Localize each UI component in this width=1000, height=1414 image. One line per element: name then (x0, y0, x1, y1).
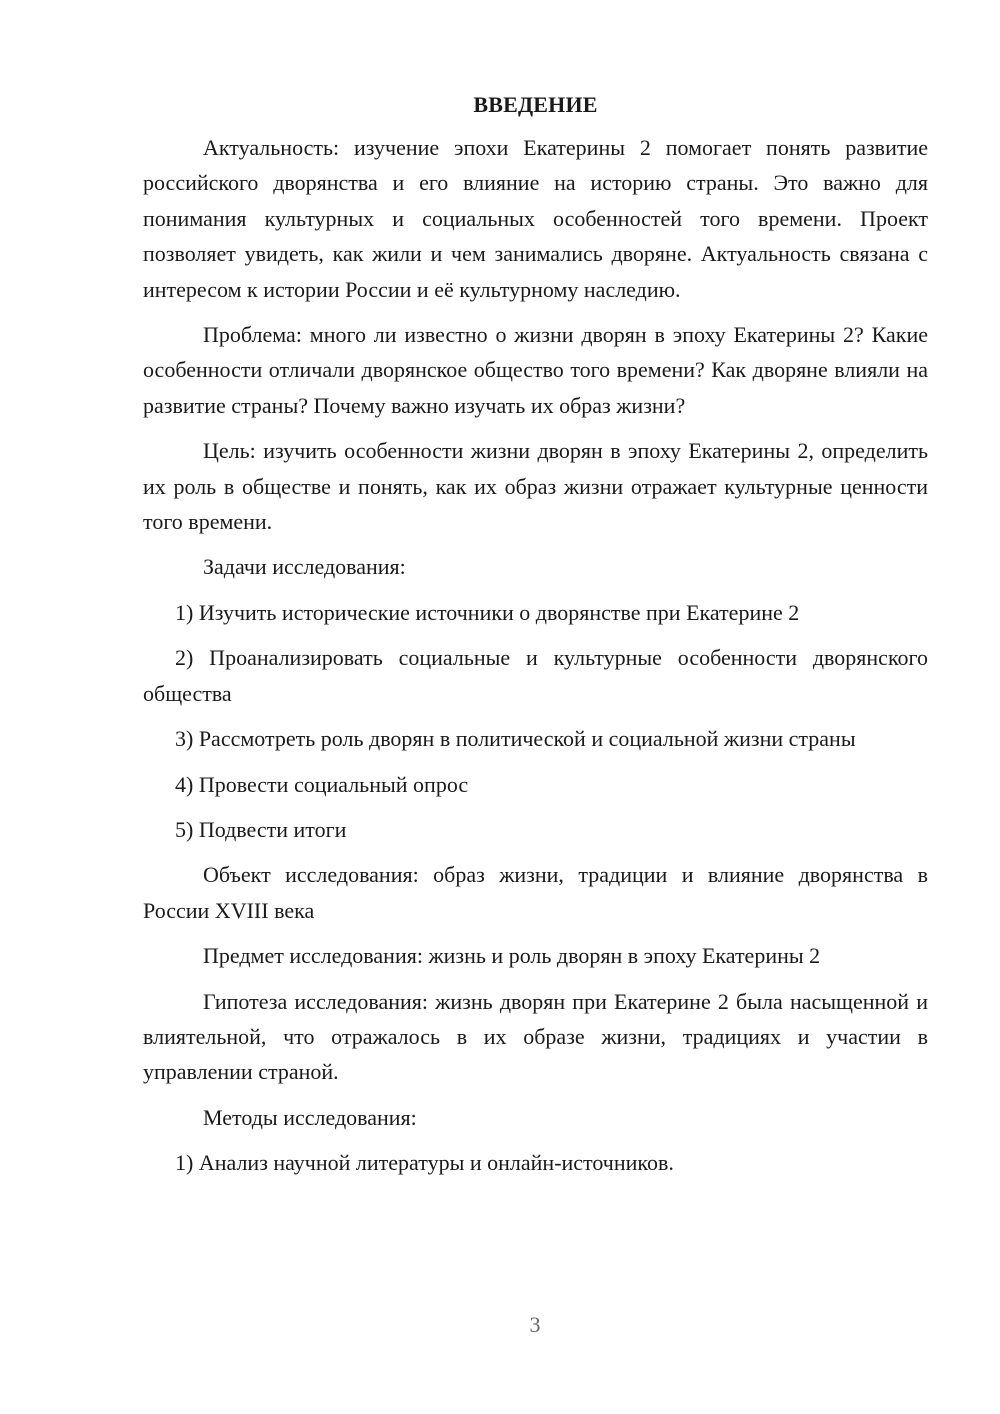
document-page (143, 90, 928, 1191)
method-item-1: 1) Анализ научной литературы и онлайн-источников. (175, 1150, 674, 1176)
paragraph-problem: Проблема: много ли известно о жизни дворян в эпоху Екатерины 2? Какие особенности отличали дворянское общество того времени? Как дворяне влияли на развитие страны? Почему важно изучать их образ жизни? (143, 322, 928, 418)
paragraph-relevance: Актуальность: изучение эпохи Екатерины 2 помогает понять развитие российского дворянства и его влияние на историю страны. Это важно для понимания культурных и социальных особенностей того времени. Проект позволяет увидеть, как жили и чем занимались дворяне. Актуальность связана с интересом к истории России и её культурному наследию. (143, 135, 928, 302)
tasks-title: Задачи исследования: (203, 554, 406, 580)
page-number: 3 (529, 1312, 541, 1337)
task-item-5: 5) Подвести итоги (175, 816, 347, 842)
task-item-2: 2) Проанализировать социальные и культурные особенности дворянского общества (143, 645, 928, 706)
page-title: ВВЕДЕНИЕ (473, 92, 598, 117)
paragraph-hypothesis: Гипотеза исследования: жизнь дворян при Екатерине 2 была насыщенной и влиятельной, что отражалось в их образе жизни, традициях и участии в управлении страной. (143, 988, 928, 1085)
task-item-1: 1) Изучить исторические источники о дворянстве при Екатерине 2 (175, 599, 800, 625)
paragraph-goal: Цель: изучить особенности жизни дворян в эпоху Екатерины 2, определить их роль в обществе и понять, как их образ жизни отражает культурные ценности того времени. (143, 438, 928, 535)
paragraph-object: Объект исследования: образ жизни, традиции и влияние дворянства в России XVIII века (143, 862, 928, 923)
methods-title: Методы исследования: (203, 1104, 417, 1130)
task-item-4: 4) Провести социальный опрос (175, 771, 469, 797)
task-item-3: 3) Рассмотреть роль дворян в политической и социальной жизни страны (175, 726, 856, 752)
paragraph-subject: Предмет исследования: жизнь и роль дворян в эпоху Екатерины 2 (203, 943, 821, 969)
